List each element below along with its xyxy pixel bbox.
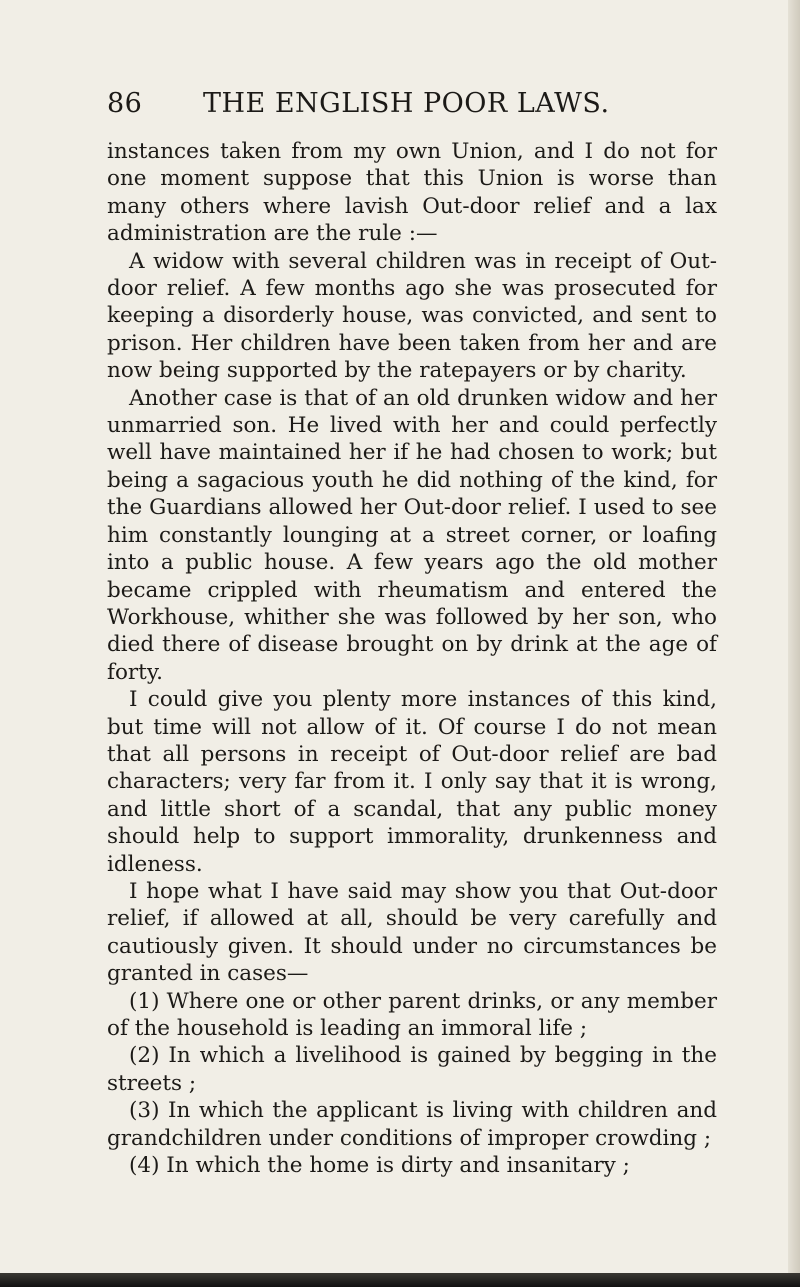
running-header	[107, 88, 727, 128]
list-item-4: (4) In which the home is dirty and insanitary ;	[129, 1153, 630, 1179]
paragraph-continuation: instances taken from my own Union, and I do not for one moment suppose that this Union is worse than many others where lavish Out-door relief and a lax administration are the rule :—	[107, 139, 717, 247]
body-text	[107, 138, 717, 1179]
paragraph-more-instances: I could give you plenty more instances of this kind, but time will not allow of it. Of course I do not mean that all persons in receipt of Out-door relief are bad characters; very far from it. I only say that it is wrong, and little short of a scandal, that any public money should help to support immorality, drunkenness and idleness.	[107, 687, 717, 877]
running-title: THE ENGLISH POOR LAWS.	[203, 88, 610, 119]
page-number: 86	[107, 88, 143, 119]
list-item-2: (2) In which a livelihood is gained by begging in the streets ;	[107, 1043, 717, 1096]
list-item-1: (1) Where one or other parent drinks, or any member of the household is leading an immoral life ;	[107, 988, 717, 1041]
paragraph-widow-case: A widow with several children was in receipt of Out-door relief. A few months ago she was prosecuted for keeping a disorderly house, was convicted, and sent to prison. Her children have been taken from her and are now being supported by the ratepayers or by charity.	[107, 248, 717, 384]
page-edge	[788, 0, 800, 1287]
list-item-3: (3) In which the applicant is living with children and grandchildren under conditions of improper crowding ;	[107, 1098, 717, 1151]
paragraph-drunken-widow-case: Another case is that of an old drunken widow and her unmarried son. He lived with her and could perfectly well have maintained her if he had chosen to work; but being a sagacious youth he did nothing of the kind, for the Guardians allowed her Out-door relief. I used to see him constantly lounging at a street corner, or loafing into a public house. A few years ago the old mother became crippled with rheumatism and entered the Workhouse, whither she was followed by her son, who died there of disease brought on by drink at the age of forty.	[107, 385, 717, 685]
scan-bottom-shadow	[0, 1273, 800, 1287]
paragraph-recommendation: I hope what I have said may show you that Out-door relief, if allowed at all, should be very carefully and cautiously given. It should under no circumstances be granted in cases—	[107, 878, 717, 987]
